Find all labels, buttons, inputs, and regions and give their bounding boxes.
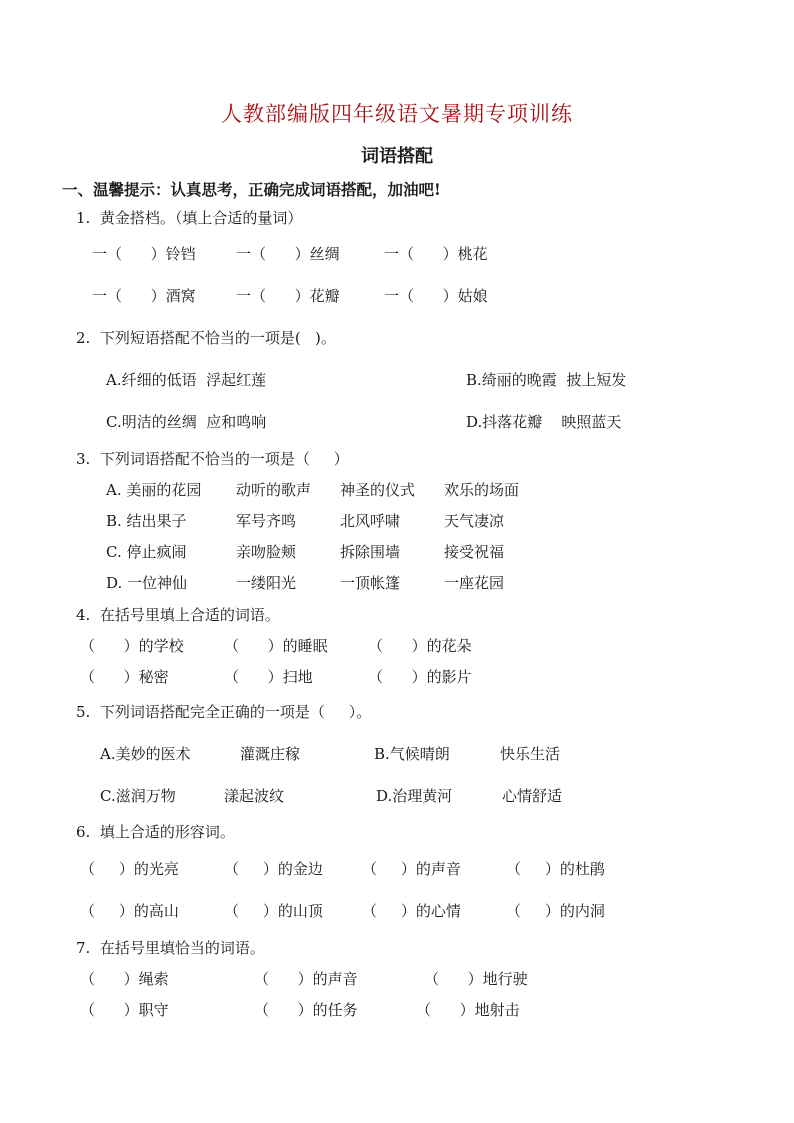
q3-word: 一顶帐篷 [340,574,401,592]
q6-item: （ ）的心情 [362,902,461,920]
q5-option-c-word: 漾起波纹 [224,787,285,805]
q4-item: （ ）秘密 [80,668,169,686]
q6-item: （ ）的光亮 [80,860,179,878]
q5-option-b-word: 快乐生活 [500,745,561,763]
q6-item: （ ）的杜鹃 [506,860,605,878]
q2-option-d: D.抖落花瓣 映照蓝天 [466,413,622,431]
page-subtitle: 词语搭配 [361,146,433,167]
q1-item: 一（ ）姑娘 [384,287,488,305]
q1-item: 一（ ）桃花 [384,245,488,263]
question-2-title: 2. 下列短语搭配不恰当的一项是( )。 [76,329,336,347]
q3-word: 一缕阳光 [236,574,297,592]
q3-word: 接受祝福 [444,543,505,561]
q5-option-a-word: 灌溉庄稼 [240,745,301,763]
q3-word: 欢乐的场面 [444,481,520,499]
q7-item: （ ）的任务 [254,1001,358,1019]
q6-item: （ ）的声音 [362,860,461,878]
q2-option-a: A.纤细的低语 浮起红莲 [106,371,267,389]
q3-word: 一座花园 [444,574,505,592]
q7-item: （ ）绳索 [80,970,169,988]
q3-word: 军号齐鸣 [236,512,297,530]
q3-option: C. 停止疯闹 [106,543,187,561]
q2-option-b: B.绮丽的晚霞 披上短发 [466,371,627,389]
q5-option-b: B.气候晴朗 [374,745,450,763]
q7-item: （ ）地行驶 [424,970,528,988]
q5-option-d-word: 心情舒适 [502,787,563,805]
q3-option: A. 美丽的花园 [106,481,202,499]
q3-word: 神圣的仪式 [340,481,416,499]
question-5-title: 5. 下列词语搭配完全正确的一项是（ ）。 [76,703,372,721]
q1-item: 一（ ）酒窝 [92,287,196,305]
q6-item: （ ）的金边 [224,860,323,878]
q1-item: 一（ ）花瓣 [236,287,340,305]
section-heading: 一、温馨提示：认真思考，正确完成词语搭配，加油吧! [62,180,441,199]
q6-item: （ ）的高山 [80,902,179,920]
q5-option-d: D.治理黄河 [376,787,453,805]
q3-word: 北风呼啸 [340,512,401,530]
q3-option: B. 结出果子 [106,512,187,530]
q4-item: （ ）的影片 [368,668,472,686]
q4-item: （ ）的学校 [80,637,184,655]
q6-item: （ ）的内洞 [506,902,605,920]
question-6-title: 6. 填上合适的形容词。 [76,823,235,841]
question-1-title: 1. 黄金搭档。（填上合适的量词） [76,209,303,227]
q7-item: （ ）职守 [80,1001,169,1019]
q2-option-c: C.明洁的丝绸 应和鸣响 [106,413,267,431]
question-3-title: 3. 下列词语搭配不恰当的一项是（ ） [76,450,349,468]
q4-item: （ ）扫地 [224,668,313,686]
q6-item: （ ）的山顶 [224,902,323,920]
page-title: 人教部编版四年级语文暑期专项训练 [221,102,573,126]
q3-word: 亲吻脸颊 [236,543,297,561]
question-4-title: 4. 在括号里填上合适的词语。 [76,606,280,624]
q1-item: 一（ ）铃铛 [92,245,196,263]
q3-word: 天气凄凉 [444,512,505,530]
q7-item: （ ）地射击 [416,1001,520,1019]
question-7-title: 7. 在括号里填恰当的词语。 [76,939,265,957]
q1-item: 一（ ）丝绸 [236,245,340,263]
q7-item: （ ）的声音 [254,970,358,988]
q5-option-c: C.滋润万物 [100,787,176,805]
q3-word: 动听的歌声 [236,481,312,499]
q3-option: D. 一位神仙 [106,574,188,592]
q4-item: （ ）的花朵 [368,637,472,655]
q4-item: （ ）的睡眠 [224,637,328,655]
q5-option-a: A.美妙的医术 [100,745,191,763]
q3-word: 拆除围墙 [340,543,401,561]
